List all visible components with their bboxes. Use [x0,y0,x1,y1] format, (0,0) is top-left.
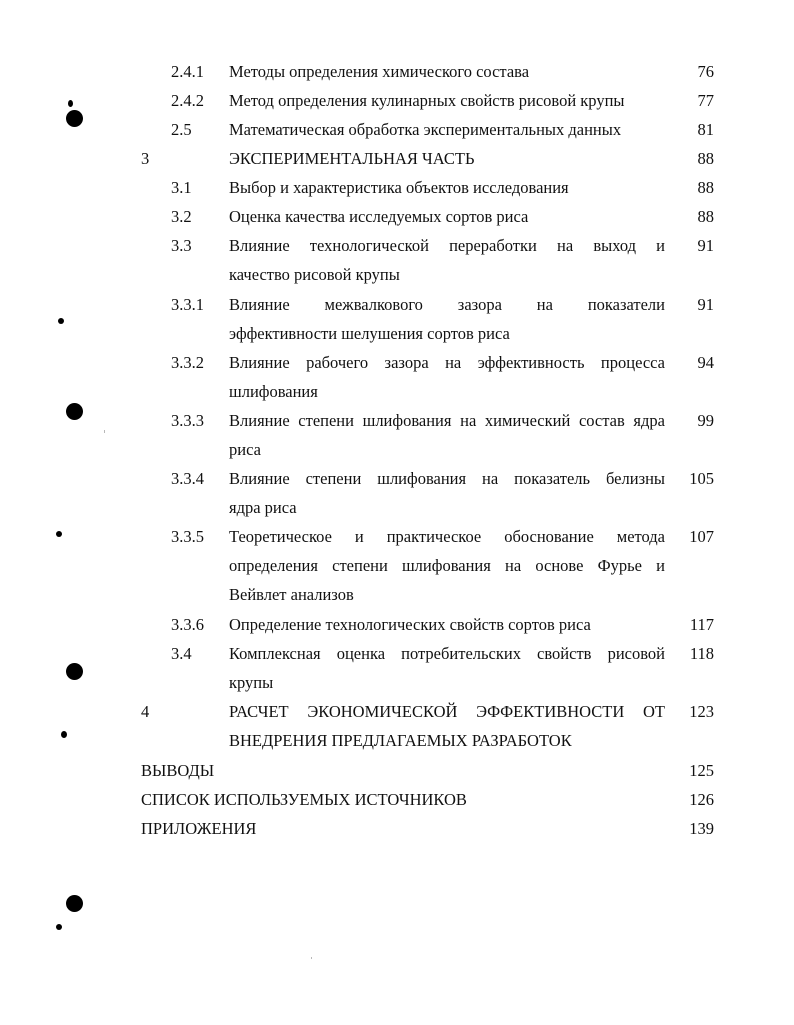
toc-entry-title [229,173,665,202]
toc-entry-title [229,639,665,697]
toc-entry-page: 81 [697,120,714,139]
toc-entry-page: 76 [697,62,714,81]
toc-entry-title [229,697,665,755]
toc-entry-number: 3.3.2 [171,353,204,372]
toc-entry-title-line: ВЫВОДЫ [141,761,215,780]
speck-mark [68,100,73,107]
toc-entry-title [229,522,665,609]
toc-entry-title-line: Метод определения кулинарных свойств рисовой крупы [229,91,625,110]
toc-entry-number: 3.3 [171,236,192,255]
toc-entry-title-line: определения степени шлифования на основе Фурье и [229,556,665,575]
toc-entry-number: 3 [141,149,150,168]
toc-entry-title [229,290,665,348]
toc-entry-title-line: Влияние рабочего зазора на эффективность процесса [229,353,665,372]
binder-hole-mark [66,663,83,680]
toc-entry-title-line: шлифования [229,382,318,401]
toc-entry-title-line: ядра риса [229,498,297,517]
speck-mark [56,531,62,537]
toc-entry-title-line: Выбор и характеристика объектов исследования [229,178,569,197]
speck-mark [61,731,67,738]
toc-entry-title-line: Вейвлет анализов [229,585,354,604]
binder-hole-mark [66,895,83,912]
toc-entry-title [229,348,665,406]
toc-entry-title-line: ВНЕДРЕНИЯ ПРЕДЛАГАЕМЫХ РАЗРАБОТОК [229,731,572,750]
toc-entry-title [229,406,665,464]
toc-entry-number: 4 [141,702,150,721]
toc-entry-title-line: риса [229,440,261,459]
toc-entry-title-line: ПРИЛОЖЕНИЯ [141,819,257,838]
toc-entry-title-line: ЭКСПЕРИМЕНТАЛЬНАЯ ЧАСТЬ [229,149,475,168]
toc-entry-title-line: Влияние степени шлифования на химический состав ядра [229,411,665,430]
speck-mark [58,318,64,324]
toc-entry-page: 105 [689,469,714,488]
toc-entry-title-line: Влияние межвалкового зазора на показатели [229,295,665,314]
binder-hole-mark [66,403,83,420]
toc-entry-page: 125 [689,761,714,780]
toc-entry-number: 2.4.1 [171,62,204,81]
toc-entry-title-line: Методы определения химического состава [229,62,530,81]
toc-entry-page: 88 [697,178,714,197]
toc-entry-title [229,57,665,86]
toc-entry-number: 3.2 [171,207,192,226]
toc-entry-title-line: Определение технологических свойств сортов риса [229,615,591,634]
toc-entry-title-line: крупы [229,673,274,692]
toc-entry-title-line: Комплексная оценка потребительских свойств рисовой [229,644,665,663]
toc-entry-number: 3.3.5 [171,527,204,546]
toc-entry-title [229,86,665,115]
toc-entry-page: 117 [689,615,714,634]
toc-entry-number: 3.3.6 [171,615,204,634]
toc-entry-page: 118 [689,644,714,663]
toc-entry-page: 94 [697,353,714,372]
toc-entry-page: 88 [697,149,714,168]
toc-entry-page: 107 [689,527,714,546]
toc-entry-title [229,610,665,639]
toc-entry-page: 88 [697,207,714,226]
toc-entry-title [141,814,665,843]
toc-entry-title [141,785,665,814]
scan-tick-mark [104,430,105,433]
binder-hole-mark [66,110,83,127]
toc-entry-title [229,115,665,144]
toc-entry-title [229,144,665,173]
toc-entry-page: 91 [697,295,714,314]
toc-entry-title-line: качество рисовой крупы [229,265,400,284]
toc-entry-title-line: Теоретическое и практическое обоснование метода [229,527,665,546]
toc-entry-page: 126 [689,790,714,809]
toc-entry-number: 2.5 [171,120,192,139]
toc-entry-page: 91 [697,236,714,255]
toc-entry-number: 3.3.1 [171,295,204,314]
toc-entry-page: 77 [697,91,714,110]
toc-entry-page: 123 [689,702,714,721]
toc-entry-page: 139 [689,819,714,838]
toc-entry-number: 3.3.3 [171,411,204,430]
toc-entry-number: 3.3.4 [171,469,204,488]
toc-entry-title-line: СПИСОК ИСПОЛЬЗУЕМЫХ ИСТОЧНИКОВ [141,790,467,809]
toc-entry-number: 3.1 [171,178,192,197]
toc-entry-number: 3.4 [171,644,192,663]
toc-entry-title-line: РАСЧЕТ ЭКОНОМИЧЕСКОЙ ЭФФЕКТИВНОСТИ ОТ [229,702,665,721]
toc-entry-title-line: эффективности шелушения сортов риса [229,324,510,343]
toc-entry-title-line: Математическая обработка экспериментальных данных [229,120,622,139]
scan-tick-mark [311,957,312,959]
toc-entry-page: 99 [697,411,714,430]
toc-entry-title-line: Влияние технологической переработки на выход и [229,236,665,255]
speck-mark [56,924,62,930]
toc-entry-title-line: Влияние степени шлифования на показатель белизны [229,469,665,488]
toc-entry-title [229,202,665,231]
toc-entry-title [141,756,665,785]
toc-entry-title [229,231,665,289]
toc-entry-title-line: Оценка качества исследуемых сортов риса [229,207,529,226]
toc-entry-title [229,464,665,522]
toc-entry-number: 2.4.2 [171,91,204,110]
